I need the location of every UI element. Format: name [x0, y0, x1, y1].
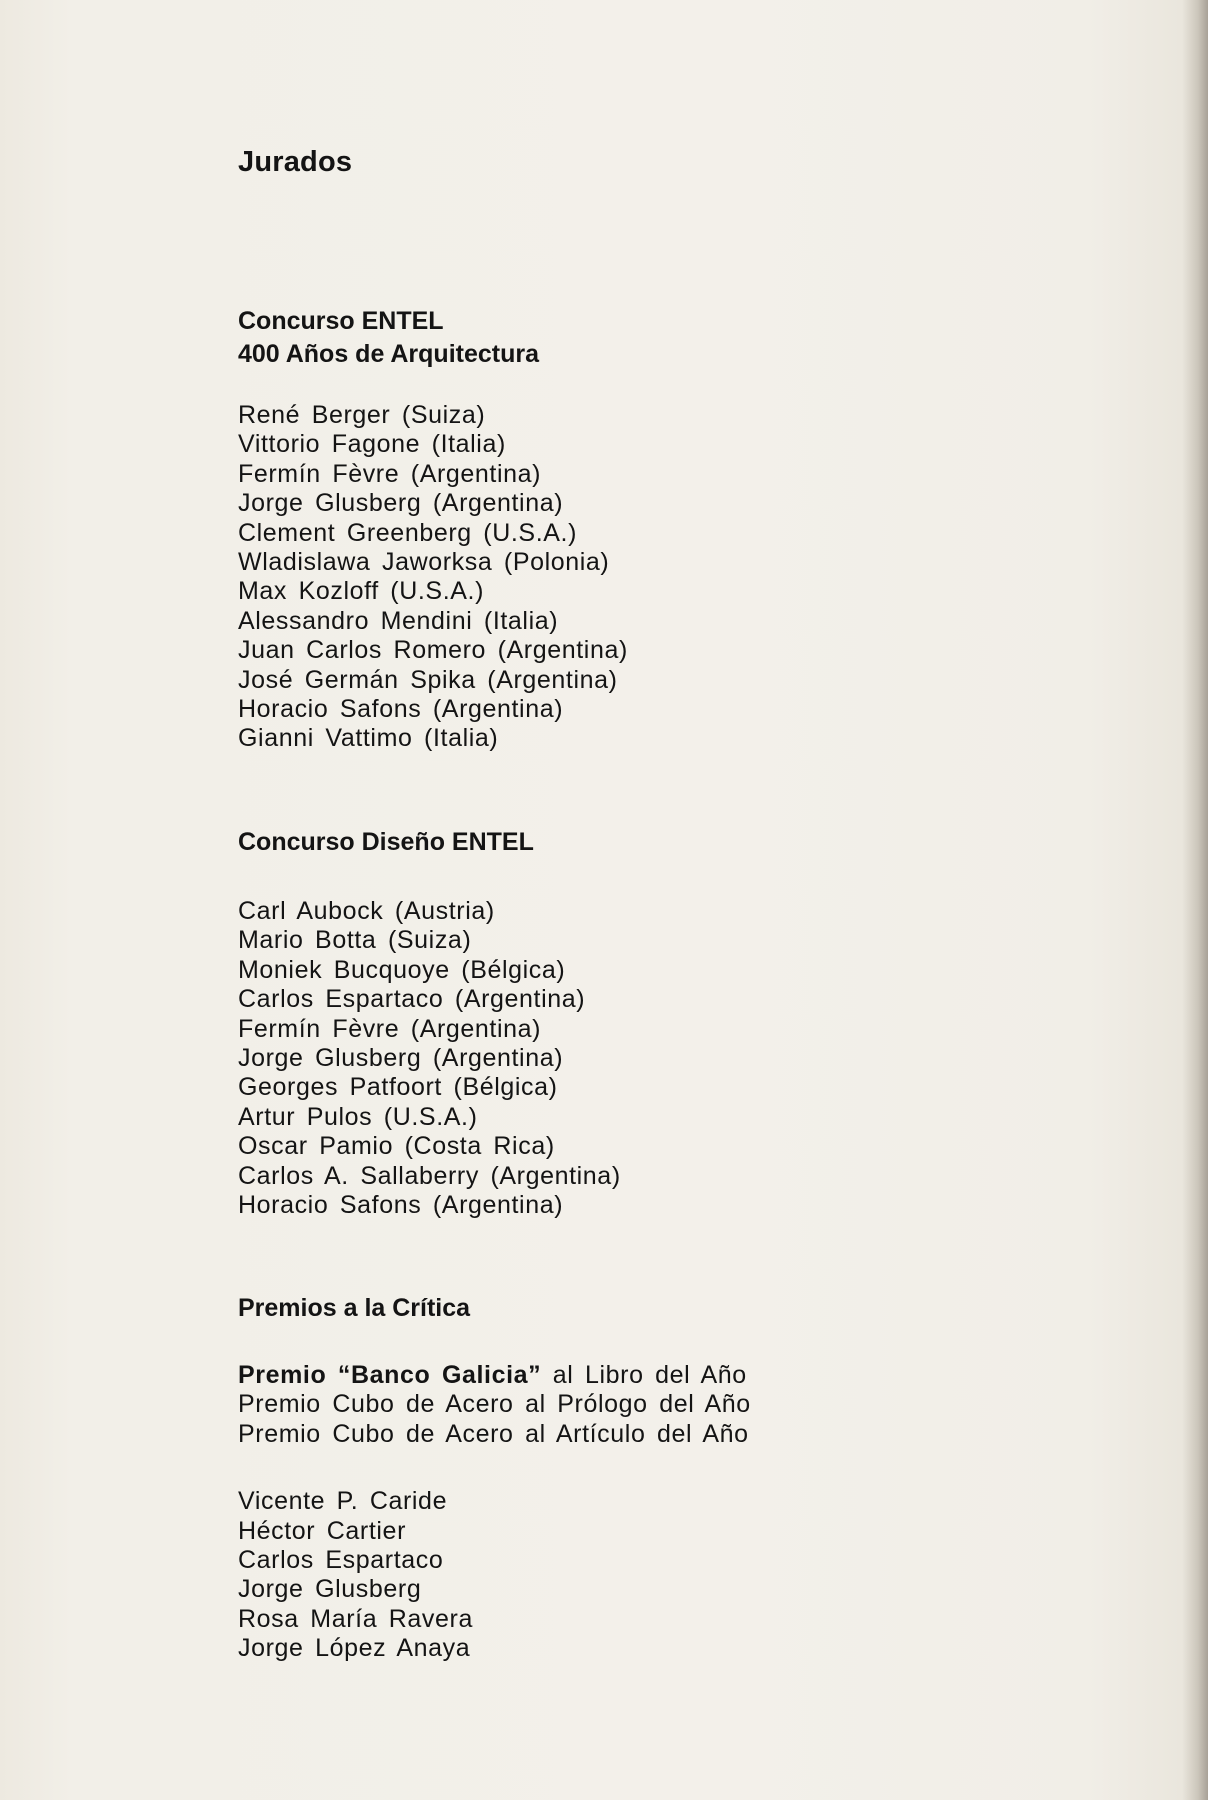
section-diseno — [238, 826, 621, 1220]
award-sponsor: Premio “Banco Galicia” — [238, 1361, 542, 1389]
award-item: Premio Cubo de Acero al Prólogo del Año — [238, 1390, 751, 1419]
jury-member: José Germán Spika (Argentina) — [238, 665, 618, 694]
section-heading-line1: Concurso ENTEL — [238, 307, 444, 335]
jury-member: Jorge Glusberg (Argentina) — [238, 1044, 564, 1073]
section-arquitectura — [238, 305, 628, 754]
jury-list-diseno — [238, 897, 621, 1220]
jury-member: Carl Aubock (Austria) — [238, 897, 495, 925]
jury-list-critica — [238, 1487, 751, 1663]
jury-member: Mario Botta (Suiza) — [238, 926, 472, 955]
jury-member: Fermín Fèvre (Argentina) — [238, 459, 542, 488]
award-item — [238, 1361, 751, 1390]
jury-member: Héctor Cartier — [238, 1516, 406, 1545]
jury-member: Gianni Vattimo (Italia) — [238, 724, 499, 753]
jury-member: René Berger (Suiza) — [238, 401, 486, 429]
award-item: Premio Cubo de Acero al Artículo del Año — [238, 1419, 749, 1448]
award-name: al Libro del Año — [541, 1361, 747, 1389]
jury-member: Oscar Pamio (Costa Rica) — [238, 1132, 555, 1161]
jury-member: Clement Greenberg (U.S.A.) — [238, 518, 577, 547]
jury-member: Juan Carlos Romero (Argentina) — [238, 636, 628, 665]
section-heading-line2: 400 Años de Arquitectura — [238, 340, 540, 368]
jury-member: Max Kozloff (U.S.A.) — [238, 577, 484, 606]
jury-member: Vittorio Fagone (Italia) — [238, 430, 506, 459]
jury-member: Artur Pulos (U.S.A.) — [238, 1102, 478, 1131]
jury-member: Jorge López Anaya — [238, 1634, 471, 1663]
jury-list-arquitectura — [238, 401, 628, 754]
page-title: Jurados — [238, 146, 353, 178]
jury-member: Fermín Fèvre (Argentina) — [238, 1014, 542, 1043]
jury-member: Horacio Safons (Argentina) — [238, 695, 564, 724]
jury-member: Alessandro Mendini (Italia) — [238, 606, 559, 635]
page-edge-shadow — [1182, 0, 1208, 1800]
jury-member: Jorge Glusberg (Argentina) — [238, 489, 564, 518]
jury-member: Carlos Espartaco — [238, 1546, 444, 1575]
jury-member: Vicente P. Caride — [238, 1487, 448, 1516]
jury-member: Wladislawa Jaworksa (Polonia) — [238, 548, 610, 577]
jury-member: Moniek Bucquoye (Bélgica) — [238, 955, 566, 984]
section-critica — [238, 1292, 751, 1664]
jury-member: Carlos Espartaco (Argentina) — [238, 985, 586, 1014]
award-list — [238, 1361, 751, 1449]
section-heading: Premios a la Crítica — [238, 1294, 471, 1322]
jury-member: Jorge Glusberg — [238, 1575, 422, 1604]
jury-member: Horacio Safons (Argentina) — [238, 1191, 564, 1220]
jury-member: Georges Patfoort (Bélgica) — [238, 1073, 558, 1102]
jury-member: Carlos A. Sallaberry (Argentina) — [238, 1161, 621, 1190]
jury-member: Rosa María Ravera — [238, 1604, 473, 1633]
section-heading: Concurso Diseño ENTEL — [238, 828, 534, 856]
